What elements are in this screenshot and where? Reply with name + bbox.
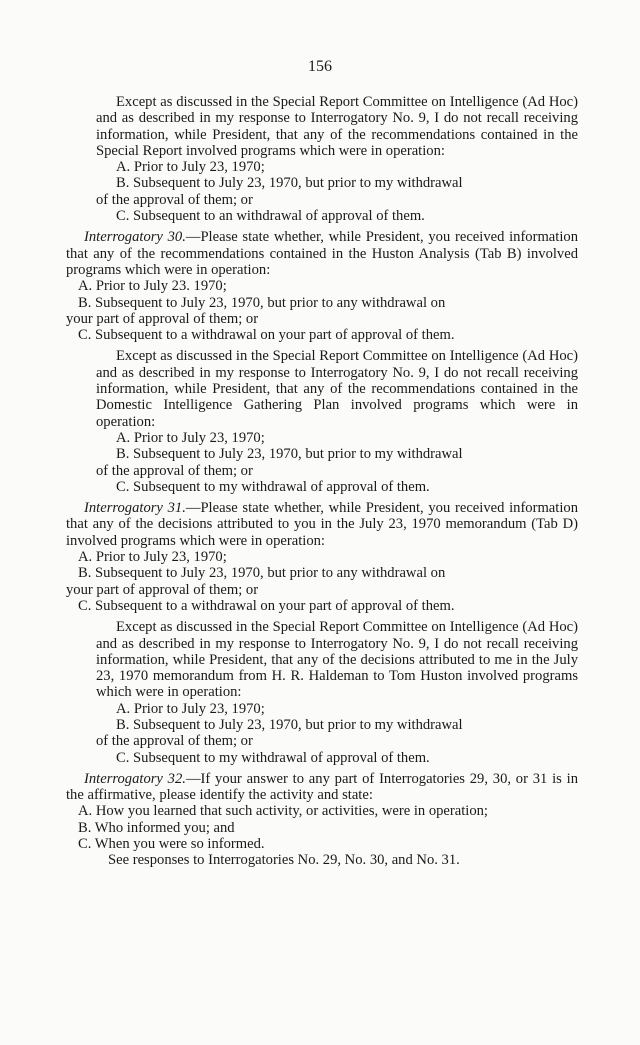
interrogatory-30-item-a: A. Prior to July 23. 1970; (78, 278, 227, 295)
answer-31-item-b-cont: of the approval of them; or (96, 733, 253, 750)
interrogatory-32-text: —If your answer to any part of Interrogatories 29, 30, or 31 is in the affirmative, please identify the activity and state: (66, 770, 578, 804)
interrogatory-31-question (66, 500, 578, 549)
answer-31-item-b: B. Subsequent to July 23, 1970, but prior to my withdrawal (116, 716, 463, 733)
answer-29-item-a: A. Prior to July 23, 1970; (116, 159, 265, 176)
answer-30-item-a: A. Prior to July 23, 1970; (116, 429, 265, 446)
answer-30 (66, 348, 578, 495)
interrogatory-32 (66, 771, 578, 869)
interrogatory-31-text: —Please state whether, while President, you received information that any of the decisions attributed to you in the July 23, 1970 memorandum (Tab D) involved programs which were in operation: (66, 500, 578, 549)
interrogatory-32-item-a-text: A. How you learned that such activity, or activities, were in operation; (78, 803, 488, 820)
document-body (66, 94, 578, 874)
page-number: 156 (308, 58, 332, 75)
answer-30-item-b-cont: of the approval of them; or (96, 462, 253, 479)
interrogatory-32-question (66, 771, 578, 804)
interrogatory-30-item-b-cont: your part of approval of them; or (66, 310, 259, 327)
interrogatory-32-response: See responses to Interrogatories No. 29, No. 30, and No. 31. (108, 852, 460, 869)
interrogatory-32-item-c: C. When you were so informed. (78, 836, 265, 853)
answer-29-paragraph: Except as discussed in the Special Report Committee on Intelligence (Ad Hoc) and as described in my response to Interrogatory No. 9, I do not recall receiving information, while President, that any of the recommendations contained in the Special Report involved programs which were in operation: (96, 94, 578, 159)
interrogatory-30-text: —Please state whether, while President, you received information that any of the recommendations contained in the Huston Analysis (Tab B) involved programs which were in operation: (66, 229, 578, 278)
interrogatory-31-item-a: A. Prior to July 23, 1970; (78, 549, 227, 566)
answer-30-item-b: B. Subsequent to July 23, 1970, but prior to my withdrawal (116, 446, 463, 463)
answer-31-item-a: A. Prior to July 23, 1970; (116, 700, 265, 717)
interrogatory-32-item-b: B. Who informed you; and (78, 819, 235, 836)
interrogatory-30-question (66, 229, 578, 278)
answer-31-paragraph: Except as discussed in the Special Report Committee on Intelligence (Ad Hoc) and as described in my response to Interrogatory No. 9, I do not recall receiving information, while President, that any of the decisions attributed to me in the July 23, 1970 memorandum from H. R. Haldeman to Tom Huston involved programs which were in operation: (96, 619, 578, 701)
interrogatory-32-item-a (66, 803, 578, 819)
interrogatory-31-label: Interrogatory 31. (84, 500, 186, 517)
interrogatory-30-item-b: B. Subsequent to July 23, 1970, but prior to any withdrawal on (78, 294, 446, 311)
answer-30-paragraph: Except as discussed in the Special Report Committee on Intelligence (Ad Hoc) and as described in my response to Interrogatory No. 9, I do not recall receiving information, while President, that any of the recommendations contained in the Domestic Intelligence Gathering Plan involved programs which were in operation: (96, 348, 578, 430)
answer-29 (66, 94, 578, 224)
interrogatory-31-item-c: C. Subsequent to a withdrawal on your part of approval of them. (78, 597, 455, 614)
answer-29-item-b-cont: of the approval of them; or (96, 191, 253, 208)
interrogatory-30 (66, 229, 578, 343)
interrogatory-30-item-c: C. Subsequent to a withdrawal on your part of approval of them. (78, 327, 455, 344)
answer-31 (66, 619, 578, 766)
interrogatory-31-item-b-cont: your part of approval of them; or (66, 581, 259, 598)
interrogatory-31 (66, 500, 578, 614)
interrogatory-32-label: Interrogatory 32. (84, 770, 186, 787)
interrogatory-31-item-b: B. Subsequent to July 23, 1970, but prior to any withdrawal on (78, 565, 446, 582)
interrogatory-30-label: Interrogatory 30. (84, 229, 186, 246)
answer-31-item-c: C. Subsequent to my withdrawal of approval of them. (116, 749, 430, 766)
answer-29-item-b: B. Subsequent to July 23, 1970, but prior to my withdrawal (116, 175, 463, 192)
answer-29-item-c: C. Subsequent to an withdrawal of approval of them. (116, 208, 425, 225)
answer-30-item-c: C. Subsequent to my withdrawal of approval of them. (116, 478, 430, 495)
